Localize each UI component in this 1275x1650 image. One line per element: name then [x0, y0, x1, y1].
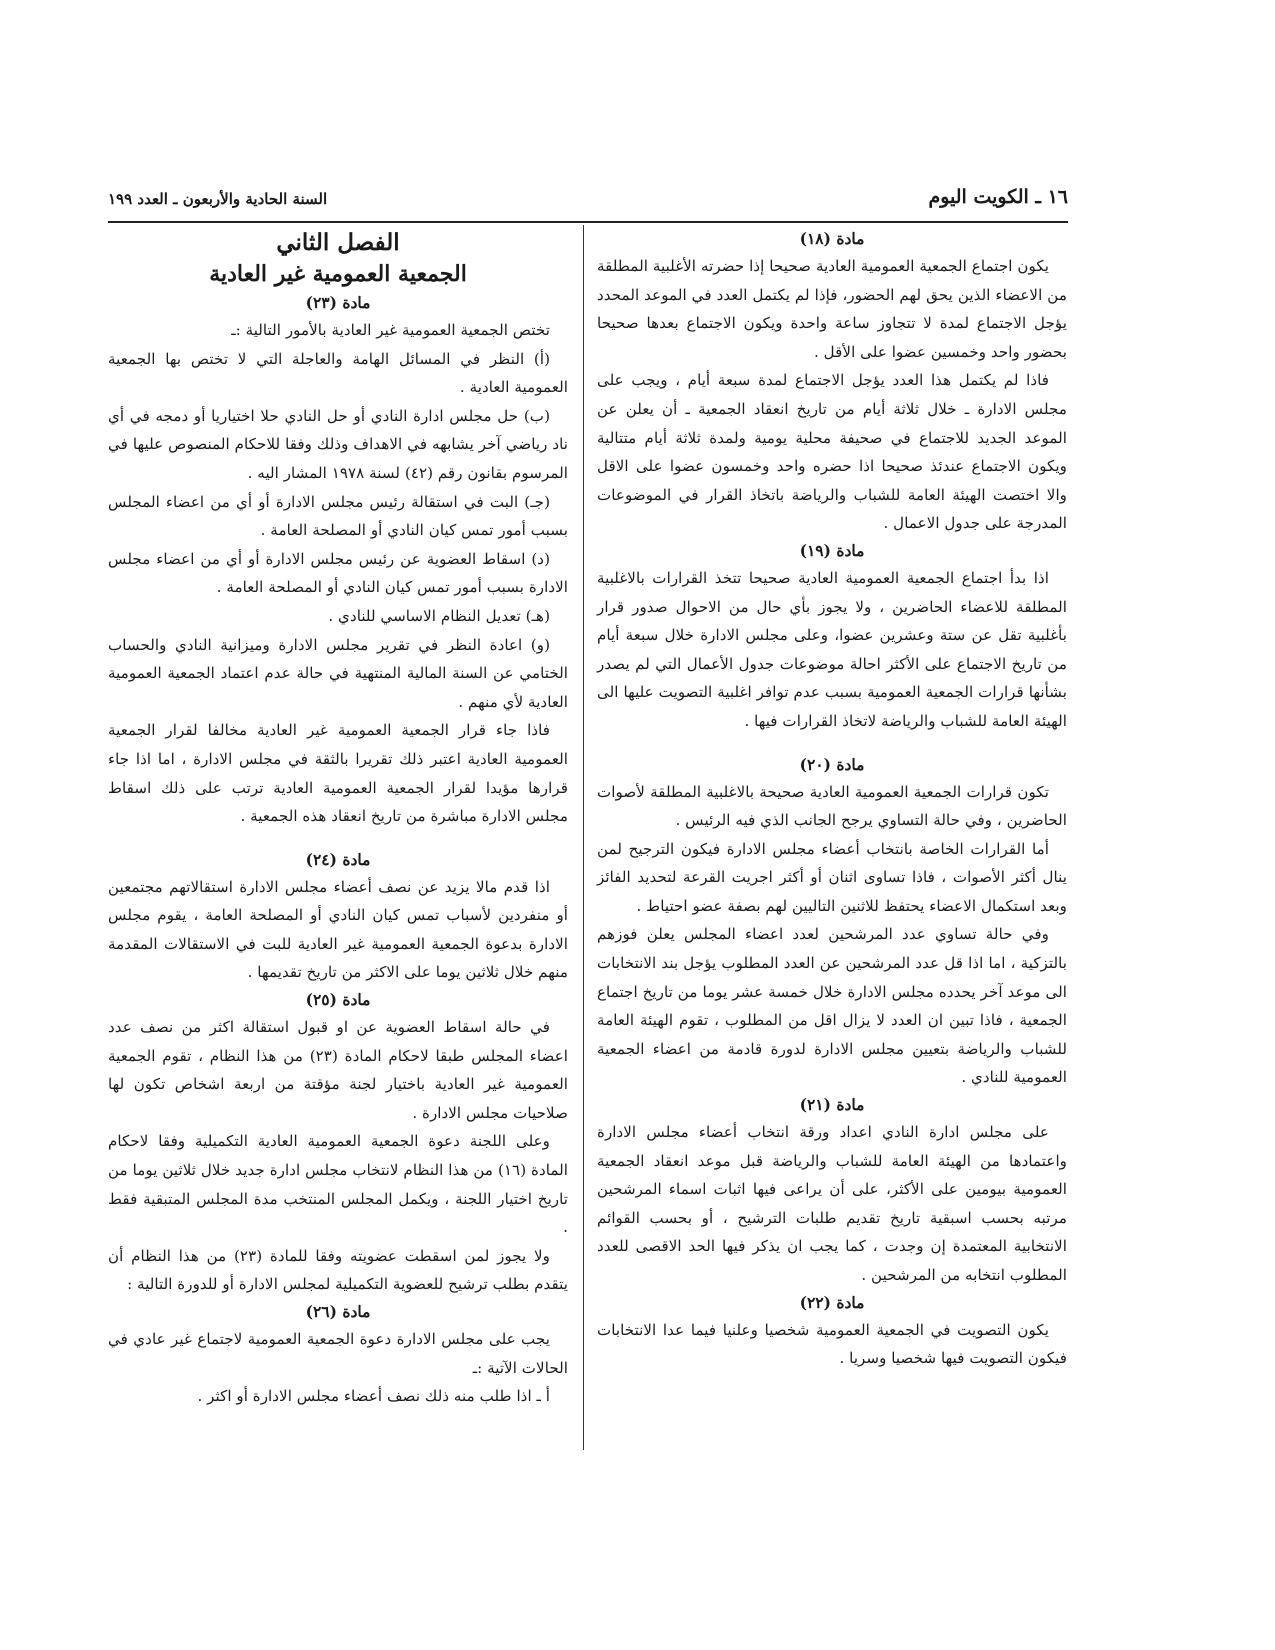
article-23-item-f: (و) اعادة النظر في تقرير مجلس الادارة وميزانية النادي والحساب الختامي عن السنة المالية المنتهية في حالة عدم اعتماد الجمعية العمومية العادية لأي منهم .	[108, 635, 568, 711]
article-23-item-b: (ب) حل مجلس ادارة النادي أو حل النادي حلا اختياريا أو دمجه في أي ناد رياضي آخر يشابهه في الاهداف وذلك وفقا للاحكام المنصوص عليها في المرسوم بقانون رقم (٤٢) لسنة ١٩٧٨ المشار اليه .	[108, 406, 568, 482]
article-25-para-2: وعلى اللجنة دعوة الجمعية العمومية العادية التكميلية وفقا لاحكام المادة (١٦) من هذا النظام لانتخاب مجلس ادارة جديد خلال ثلاثين يوما من تاريخ اختيار اللجنة ، ويكمل المجلس المنتخب مدة المجلس المتبقية فقط .	[108, 1132, 569, 1237]
article-22-title: مادة (٢٢)	[799, 1292, 865, 1312]
chapter-subtitle: الجمعية العمومية غير العادية	[209, 261, 467, 287]
article-19-para-1: اذا بدأ اجتماع الجمعية العمومية العادية صحيحا تتخذ القرارات بالاغلبية المطلقة للاعضاء الحاضرين ، ولا يجوز بأي حال من الاحوال صدور قرار بأغلبية تقل عن ستة وعشرين عضوا، وعلى مجلس الادارة خلال سبعة أيام من تاريخ الاجتماع على الأكثر احالة موضوعات جدول الأعمال التي لم يصدر بشأنها قرارات الجمعية العمومية بسبب عدم توافر اغلبية التصويت عليها الى الهيئة العامة للشباب والرياضة لاتخاذ القرارات فيها .	[597, 568, 1067, 730]
article-21-para-1: على مجلس ادارة النادي اعداد ورقة انتخاب أعضاء مجلس الادارة واعتمادها من الهيئة العامة للشباب والرياضة قبل موعد انعقاد الجمعية العمومية بيومين على الأكثر، على أن يراعى فيها اثبات اسماء المرشحين مرتبه بحسب اسبقية تاريخ تقديم طلبات الترشيح ، أو بحسب القوائم الانتخابية المعتمدة إن وجدت ، كما يجب ان يذكر فيها الحد الاقصى للعدد المطلوب انتخابه من المرشحين .	[597, 1123, 1067, 1284]
article-26-item-a: أ ـ اذا طلب منه ذلك نصف أعضاء مجلس الادارة أو اكثر .	[197, 1387, 550, 1406]
right-column	[597, 226, 1067, 1373]
article-26-para-1: يجب على مجلس الادارة دعوة الجمعية العمومية لاجتماع غير عادي في الحالات الآتية :ـ	[108, 1330, 568, 1377]
article-23-item-e: (هـ) تعديل النظام الاساسي للنادي .	[328, 606, 550, 625]
page-header	[108, 186, 1068, 222]
article-20-title: مادة (٢٠)	[799, 754, 865, 774]
article-20-para-2: أما القرارات الخاصة بانتخاب أعضاء مجلس الادارة فيكون الترجيح لمن ينال أكثر الأصوات ، فاذا تساوى اثنان أو أكثر اجريت القرعة لتحديد الفائز وبعد استكمال الاعضاء يحتفظ للاثنين التاليين لهم بصفة عضو احتياط .	[597, 839, 1067, 915]
left-column	[108, 226, 568, 1411]
column-divider	[583, 225, 584, 1450]
article-23-item-d: (د) اسقاط العضوية عن رئيس مجلس الادارة أو أي من اعضاء مجلس الادارة بسبب أمور تمس كيان النادي أو المصلحة العامة .	[108, 549, 568, 597]
article-25-para-1: في حالة اسقاط العضوية عن او قبول استقالة اكثر من نصف عدد اعضاء المجلس طبقا لاحكام المادة (٢٣) من هذا النظام ، تقوم الجمعية العمومية غير العادية باختيار لجنة مؤقتة من اربعة اشخاص تكون لها صلاحيات مجلس الادارة .	[108, 1018, 568, 1122]
article-19-title: مادة (١٩)	[799, 540, 865, 560]
newspaper-name-page-number: ١٦ ـ الكويت اليوم	[928, 186, 1068, 208]
article-18-title: مادة (١٨)	[799, 229, 865, 248]
article-24-title: مادة (٢٤)	[305, 849, 371, 869]
article-23-item-c: (جـ) البت في استقالة رئيس مجلس الادارة أو أي من اعضاء المجلس بسبب أمور تمس كيان النادي أو المصلحة العامة .	[108, 492, 568, 540]
header-rule	[108, 221, 1068, 223]
chapter-title: الفصل الثاني	[276, 229, 400, 256]
article-23-item-a: (أ) النظر في المسائل الهامة والعاجلة التي لا تختص بها الجمعية العمومية العادية .	[108, 349, 568, 397]
issue-info: السنة الحادية والأربعون ـ العدد ١٩٩	[108, 190, 328, 208]
article-25-title: مادة (٢٥)	[305, 990, 371, 1010]
article-20-para-1: تكون قرارات الجمعية العمومية العادية صحيحة بالاغلبية المطلقة لأصوات الحاضرين ، وفي حالة التساوي يرجح الجانب الذي فيه الرئيس .	[597, 782, 1067, 830]
article-23-title: مادة (٢٣)	[305, 293, 371, 312]
article-25-para-3: ولا يجوز لمن اسقطت عضويته وفقا للمادة (٢٣) من هذا النظام أن يتقدم بطلب ترشيح للعضوية التكميلية لمجلس الادارة أو للدورة التالية :	[108, 1246, 568, 1294]
article-24-para-1: اذا قدم مالا يزيد عن نصف أعضاء مجلس الادارة استقالاتهم مجتمعين أو منفردين لأسباب تمس كيان النادي أو المصلحة العامة ، يقوم مجلس الادارة بدعوة الجمعية العمومية غير العادية للبت في الاستقالات المقدمة منهم خلال ثلاثين يوما على الاكثر من تاريخ تقديمها .	[108, 877, 568, 982]
article-23-closing: فاذا جاء قرار الجمعية العمومية غير العادية مخالفا لقرار الجمعية العمومية العادية اعتبر ذلك تقريرا بالثقة في مجلس الادارة ، اما اذا جاء قرارها مؤيدا لقرار الجمعية العمومية العادية ترتب على ذلك اسقاط مجلس الادارة مباشرة من تاريخ انعقاد هذه الجمعية .	[108, 721, 568, 826]
article-18-para-1: يكون اجتماع الجمعية العمومية العادية صحيحا إذا حضرته الأغلبية المطلقة من الاعضاء الذين يحق لهم الحضور، فإذا لم يكتمل العدد في الموعد المحدد يؤجل الاجتماع لمدة لا تتجاوز ساعة واحدة ويكون الاجتماع بعدها صحيحا بحضور واحد وخمسين عضوا على الأقل .	[597, 257, 1067, 361]
article-22-para-1: يكون التصويت في الجمعية العمومية شخصيا وعلنيا فيما عدا الانتخابات فيكون التصويت فيها شخصيا وسريا .	[597, 1320, 1067, 1368]
article-21-title: مادة (٢١)	[799, 1095, 865, 1115]
article-18-para-2: فاذا لم يكتمل هذا العدد يؤجل الاجتماع لمدة سبعة أيام ، ويجب على مجلس الادارة ـ خلال ثلاثة أيام من تاريخ انعقاد الجمعية ـ أن يعلن عن الموعد الجديد للاجتماع في صحيفة محلية يومية ولمدة ثلاثة أيام متتالية ويكون الاجتماع عندئذ صحيحا اذا حضره واحد وخمسون عضوا على الاقل والا اختصت الهيئة العامة للشباب والرياضة باتخاذ القرار في الموضوعات المدرجة على جدول الاعمال .	[597, 371, 1067, 533]
article-23-intro: تختص الجمعية العمومية غير العادية بالأمور التالية :ـ	[231, 321, 550, 339]
article-26-title: مادة (٢٦)	[305, 1302, 371, 1321]
article-20-para-3: وفي حالة تساوي عدد المرشحين لعدد اعضاء المجلس يعلن فوزهم بالتزكية ، اما اذا قل عدد المرشحين عن العدد المطلوب يؤجل بند الانتخابات الى موعد آخر يحدده مجلس الادارة خلال خمسة عشر يوما من تاريخ اجتماع الجمعية ، فاذا تبين ان العدد لا يزال اقل من المطلوب ، تقوم الهيئة العامة للشباب والرياضة بتعيين مجلس الادارة لدورة قادمة من اعضاء الجمعية العمومية للنادي .	[597, 925, 1067, 1087]
